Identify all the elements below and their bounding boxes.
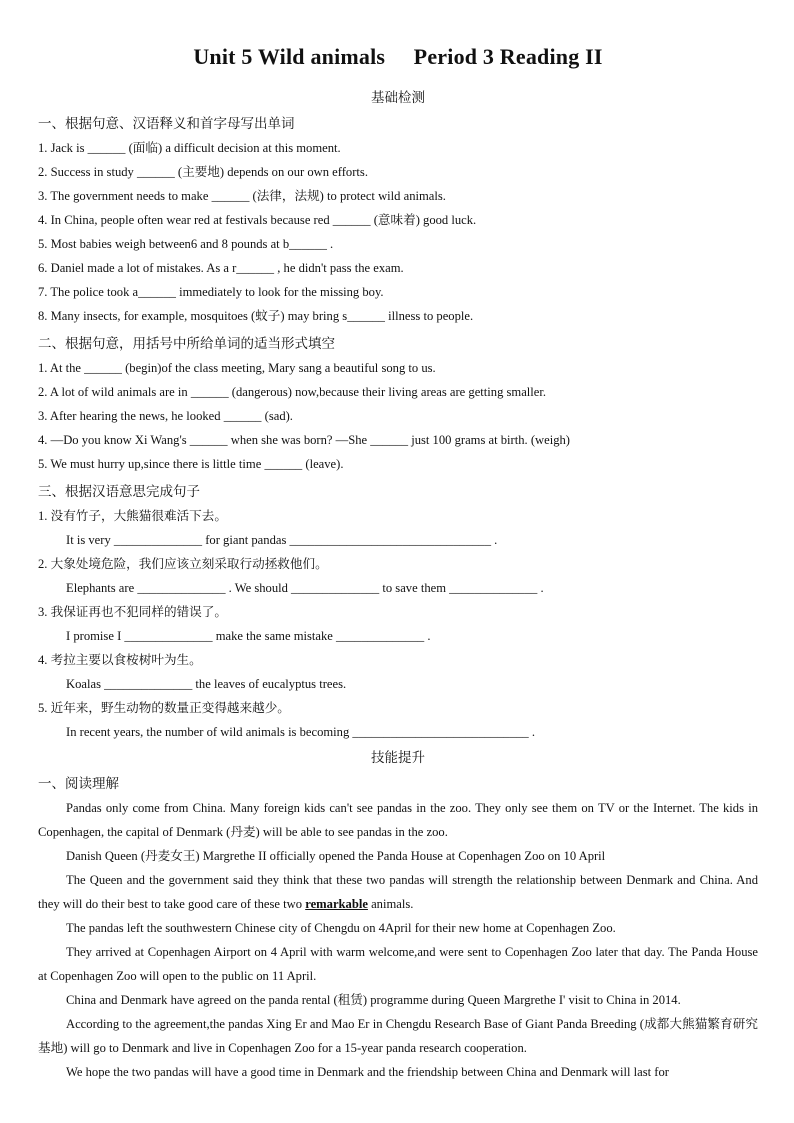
part1-item: 6. Daniel made a lot of mistakes. As a r______ , he didn't pass the exam. [38, 261, 404, 275]
part2-item: 1. At the ______ (begin)of the class meeting, Mary sang a beautiful song to us. [38, 361, 436, 375]
basic-heading: 基础检测 [371, 90, 425, 105]
part3-heading: 三、根据汉语意思完成句子 [38, 484, 200, 499]
reading-paragraph: Pandas only come from China. Many foreign kids can't see pandas in the zoo. They only see them on TV or the Internet. The kids in Copenhagen, the capital of Denmark (丹麦) will be able to see pandas in the zoo. [38, 801, 758, 839]
part2-item: 5. We must hurry up,since there is little time ______ (leave). [38, 457, 344, 471]
part2-heading: 二、根据句意，用括号中所给单词的适当形式填空 [38, 336, 335, 351]
part3-cn-prompt: 4. 考拉主要以食桉树叶为生。 [38, 653, 202, 667]
reading-paragraph: China and Denmark have agreed on the panda rental (租赁) programme during Queen Margrethe I' visit to China in 2014. [66, 993, 681, 1007]
page-title: Unit 5 Wild animals Period 3 Reading II [193, 44, 603, 69]
paragraph-text: The Queen and the government said they think that these two pandas will strength the relationship between Denmark and China. And they will do their best to take good care of these two [38, 873, 758, 911]
part1-item: 7. The police took a______ immediately to look for the missing boy. [38, 285, 384, 299]
part3-cn-prompt: 5. 近年来，野生动物的数量正变得越来越少。 [38, 701, 290, 715]
reading-paragraph: Danish Queen (丹麦女王) Margrethe II officially opened the Panda House at Copenhagen Zoo on 10 April [66, 849, 606, 863]
part2-item: 4. —Do you know Xi Wang's ______ when she was born? —She ______ just 100 grams at birth. (weigh) [38, 433, 570, 447]
part3-cn-prompt: 1. 没有竹子，大熊猫很难活下去。 [38, 509, 227, 523]
part1-item: 4. In China, people often wear red at festivals because red ______ (意味着) good luck. [38, 213, 477, 227]
part3-en-answer: Elephants are ______________ . We should ______________ to save them ______________ . [66, 581, 544, 595]
part3-en-answer: In recent years, the number of wild animals is becoming ____________________________ . [66, 725, 536, 739]
part1-heading: 一、根据句意、汉语释义和首字母写出单词 [38, 116, 295, 131]
part1-item: 5. Most babies weigh between6 and 8 pounds at b______ . [38, 237, 334, 251]
part3-en-answer: I promise I ______________ make the same mistake ______________ . [66, 629, 431, 643]
skill-heading: 技能提升 [371, 750, 425, 765]
part2-item: 3. After hearing the news, he looked ______ (sad). [38, 409, 293, 423]
part1-item: 3. The government needs to make ______ (法律，法规) to protect wild animals. [38, 189, 446, 203]
part3-cn-prompt: 2. 大象处境危险，我们应该立刻采取行动拯救他们。 [38, 557, 328, 571]
highlighted-word: remarkable [305, 897, 368, 911]
part3-en-answer: Koalas ______________ the leaves of eucalyptus trees. [66, 677, 347, 691]
part2-item: 2. A lot of wild animals are in ______ (dangerous) now,because their living areas are getting smaller. [38, 385, 547, 399]
reading-paragraph: According to the agreement,the pandas Xing Er and Mao Er in Chengdu Research Base of Giant Panda Breeding (成都大熊猫繁育研究基地) will go to Denmark and live in Copenhagen Zoo for a 15-year panda research cooperation. [38, 1017, 758, 1055]
part3-cn-prompt: 3. 我保证再也不犯同样的错误了。 [38, 605, 227, 619]
reading-heading: 一、阅读理解 [38, 776, 119, 791]
part3-en-answer: It is very ______________ for giant pandas ________________________________ . [66, 533, 498, 547]
reading-paragraph: The pandas left the southwestern Chinese city of Chengdu on 4April for their new home at Copenhagen Zoo. [66, 921, 616, 935]
reading-paragraph: We hope the two pandas will have a good time in Denmark and the friendship between China and Denmark will last for [66, 1065, 669, 1079]
reading-paragraph: They arrived at Copenhagen Airport on 4 April with warm welcome,and were sent to Copenhagen Zoo later that day. The Panda House at Copenhagen Zoo will open to the public on 11 April. [38, 945, 758, 983]
paragraph-text: animals. [367, 897, 414, 911]
part1-item: 1. Jack is ______ (面临) a difficult decision at this moment. [38, 141, 341, 155]
part1-item: 8. Many insects, for example, mosquitoes (蚊子) may bring s______ illness to people. [38, 309, 474, 323]
worksheet-page [38, 44, 758, 1084]
part1-item: 2. Success in study ______ (主要地) depends on our own efforts. [38, 165, 368, 179]
reading-paragraph [38, 868, 758, 916]
